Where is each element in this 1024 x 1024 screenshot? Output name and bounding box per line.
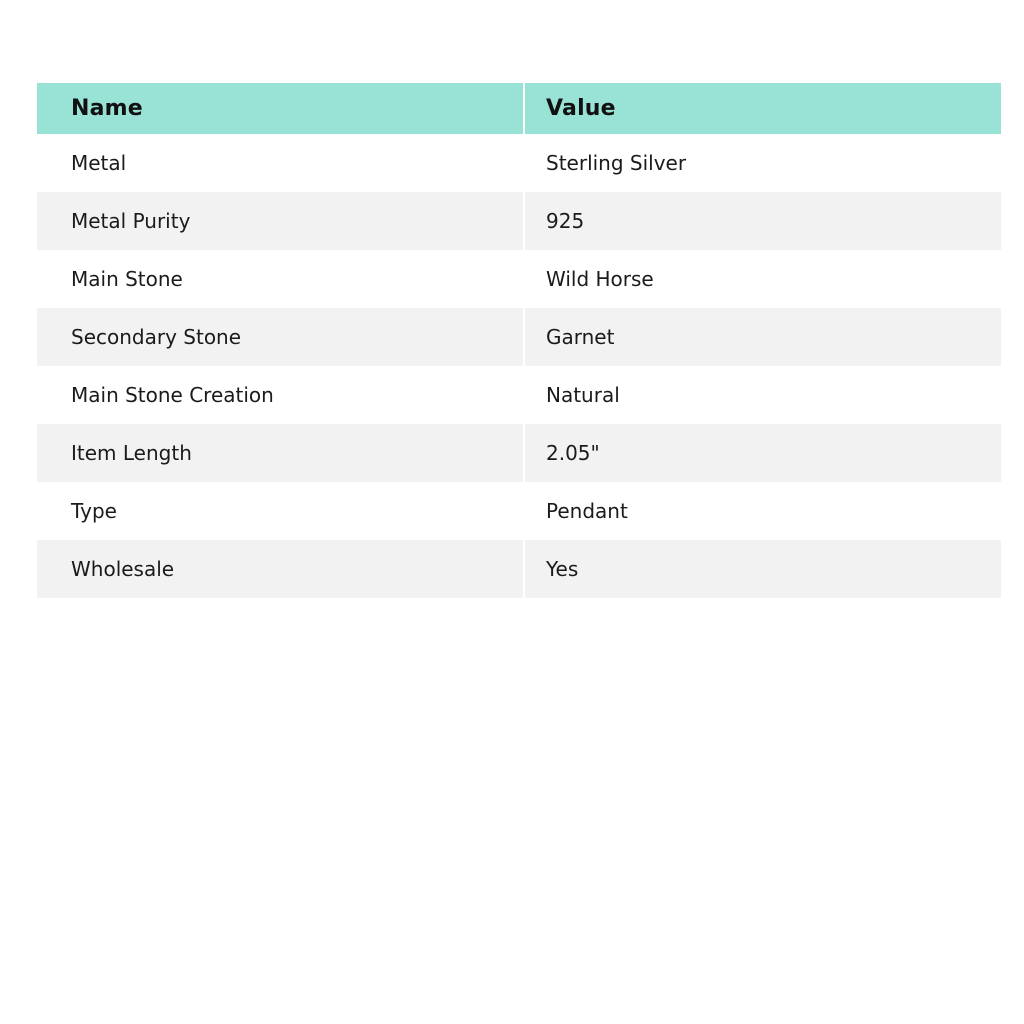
attribute-name-cell: Wholesale: [37, 540, 523, 598]
table-row: [37, 134, 1001, 192]
attribute-value-cell: 2.05": [523, 424, 1001, 482]
header-row: [37, 83, 1001, 134]
table-row: [37, 250, 1001, 308]
table-row: [37, 366, 1001, 424]
spec-table-body: [37, 134, 1001, 598]
table-row: [37, 308, 1001, 366]
header-value-cell: Value: [523, 83, 1001, 134]
attribute-name-cell: Secondary Stone: [37, 308, 523, 366]
attribute-value-cell: Natural: [523, 366, 1001, 424]
spec-table-header: [37, 83, 1001, 134]
attribute-value-cell: Wild Horse: [523, 250, 1001, 308]
table-row: [37, 482, 1001, 540]
header-name-cell: Name: [37, 83, 523, 134]
table-row: [37, 424, 1001, 482]
attribute-value-cell: Sterling Silver: [523, 134, 1001, 192]
attribute-name-cell: Main Stone Creation: [37, 366, 523, 424]
spec-table: [37, 83, 1001, 598]
attribute-name-cell: Item Length: [37, 424, 523, 482]
attribute-value-cell: Yes: [523, 540, 1001, 598]
attribute-name-cell: Metal Purity: [37, 192, 523, 250]
attribute-value-cell: 925: [523, 192, 1001, 250]
attribute-name-cell: Type: [37, 482, 523, 540]
attribute-value-cell: Garnet: [523, 308, 1001, 366]
attribute-value-cell: Pendant: [523, 482, 1001, 540]
attribute-name-cell: Metal: [37, 134, 523, 192]
attribute-name-cell: Main Stone: [37, 250, 523, 308]
table-row: [37, 192, 1001, 250]
table-row: [37, 540, 1001, 598]
